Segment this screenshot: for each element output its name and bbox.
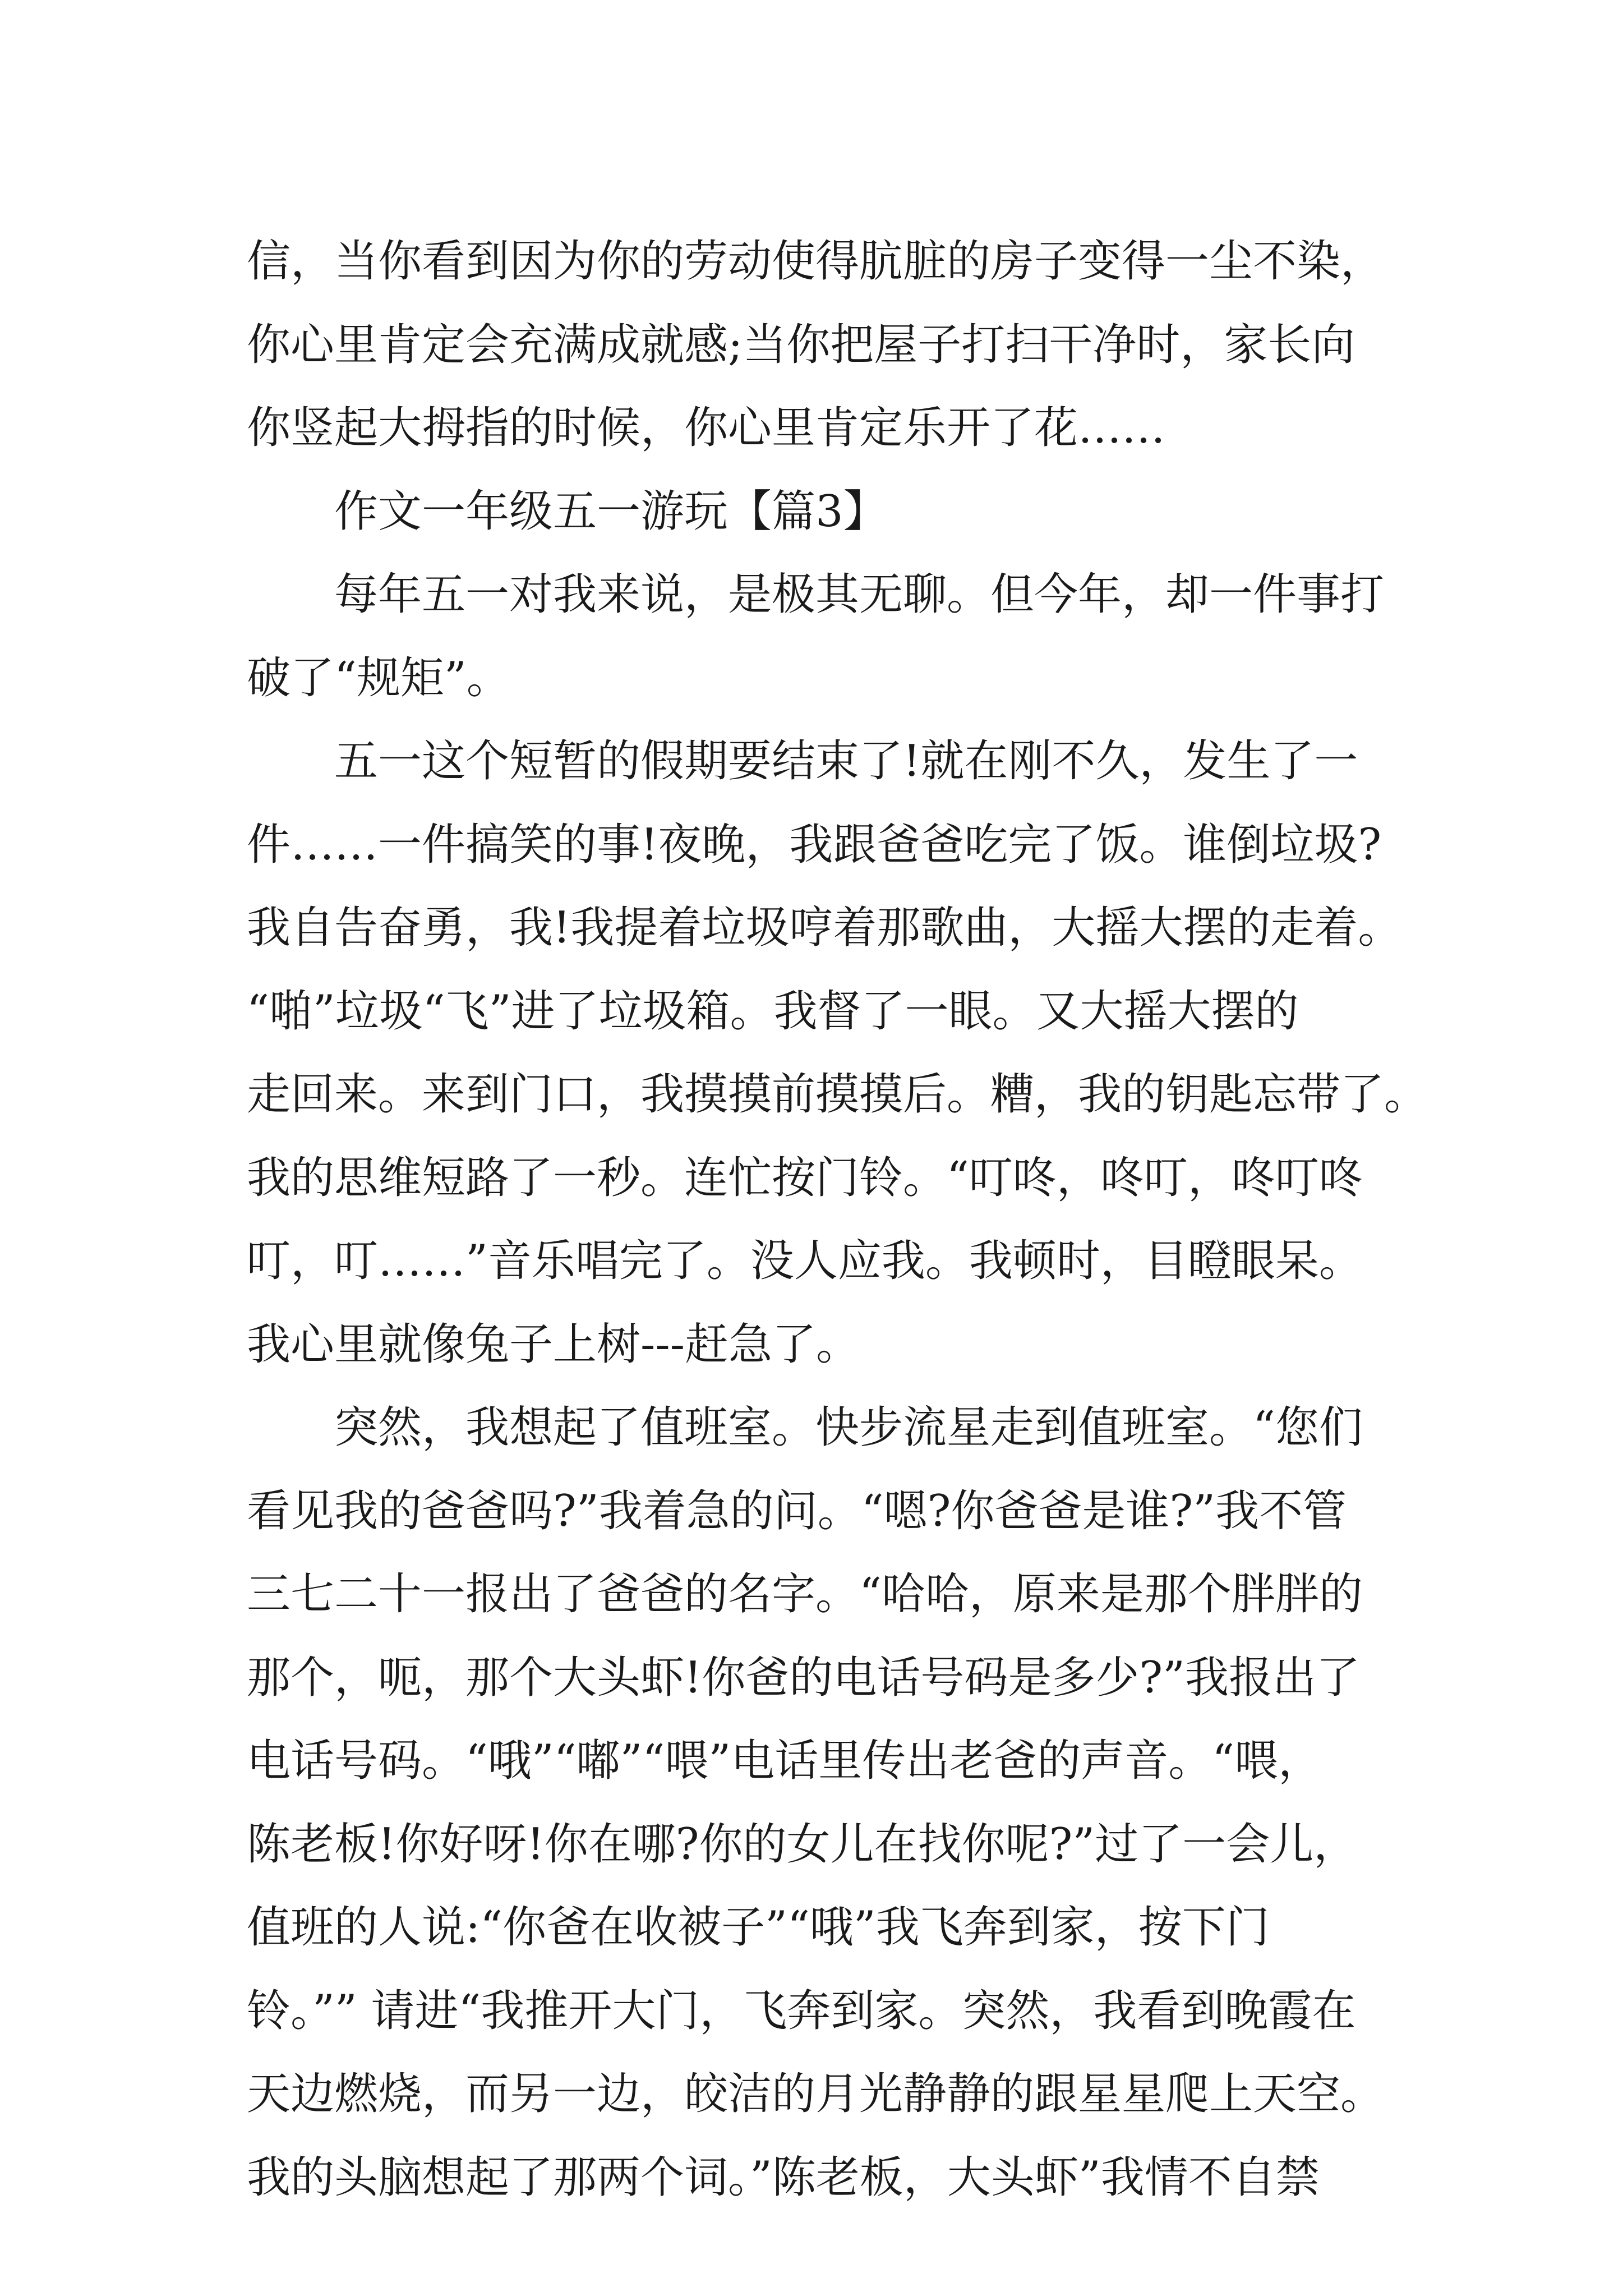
text-line: 三七二十一报出了爸爸的名字。“哈哈，原来是那个胖胖的	[247, 1569, 1363, 1619]
text-line: 看见我的爸爸吗?”我着急的问。“嗯?你爸爸是谁?”我不管	[247, 1485, 1347, 1536]
text-line: 叮，叮……”音乐唱完了。没人应我。我顿时，目瞪眼呆。	[247, 1236, 1363, 1286]
text-line: “啪”垃圾“飞”进了垃圾箱。我督了一眼。又大摇大摆的	[247, 986, 1299, 1037]
text-line: 我自告奋勇，我!我提着垃圾哼着那歌曲，大摇大摆的走着。	[247, 903, 1402, 953]
text-line: 我的思维短路了一秒。连忙按门铃。“叮咚，咚叮，咚叮咚	[247, 1152, 1363, 1203]
section-heading: 作文一年级五一游玩【篇3】	[334, 486, 887, 537]
text-line: 你竖起大拇指的时候，你心里肯定乐开了花……	[247, 403, 1166, 453]
text-line: 值班的人说:“你爸在收被子”“哦”我飞奔到家，按下门	[247, 1902, 1270, 1953]
text-line: 件……一件搞笑的事!夜晚，我跟爸爸吃完了饭。谁倒垃圾?	[247, 819, 1382, 870]
text-line: 每年五一对我来说，是极其无聊。但今年，却一件事打	[334, 569, 1385, 620]
text-line: 陈老板!你好呀!你在哪?你的女儿在找你呢?”过了一会儿，	[247, 1819, 1358, 1870]
text-line: 那个，呃，那个大头虾!你爸的电话号码是多少?”我报出了	[247, 1652, 1361, 1703]
text-line: 走回来。来到门口，我摸摸前摸摸后。糟，我的钥匙忘带了。	[247, 1069, 1428, 1120]
text-line: 突然，我想起了值班室。快步流星走到值班室。“您们	[334, 1402, 1363, 1453]
text-line: 电话号码。“哦”“嘟”“喂”电话里传出老爸的声音。“喂，	[247, 1736, 1322, 1786]
text-line: 信，当你看到因为你的劳动使得肮脏的房子变得一尘不染，	[247, 236, 1385, 287]
text-line: 我的头脑想起了那两个词。”陈老板，大头虾”我情不自禁	[247, 2152, 1320, 2203]
text-line: 破了“规矩”。	[247, 652, 510, 703]
text-line: 五一这个短暂的假期要结束了!就在刚不久，发生了一	[334, 736, 1358, 786]
text-line: 铃。”” 请进“我推开大门，飞奔到家。突然，我看到晚霞在	[247, 1985, 1356, 2036]
text-line: 我心里就像兔子上树---赶急了。	[247, 1319, 860, 1370]
text-line: 你心里肯定会充满成就感;当你把屋子打扫干净时，家长向	[247, 319, 1355, 370]
document-body	[247, 220, 1430, 2219]
text-line: 天边燃烧，而另一边，皎洁的月光静静的跟星星爬上天空。	[247, 2069, 1385, 2119]
